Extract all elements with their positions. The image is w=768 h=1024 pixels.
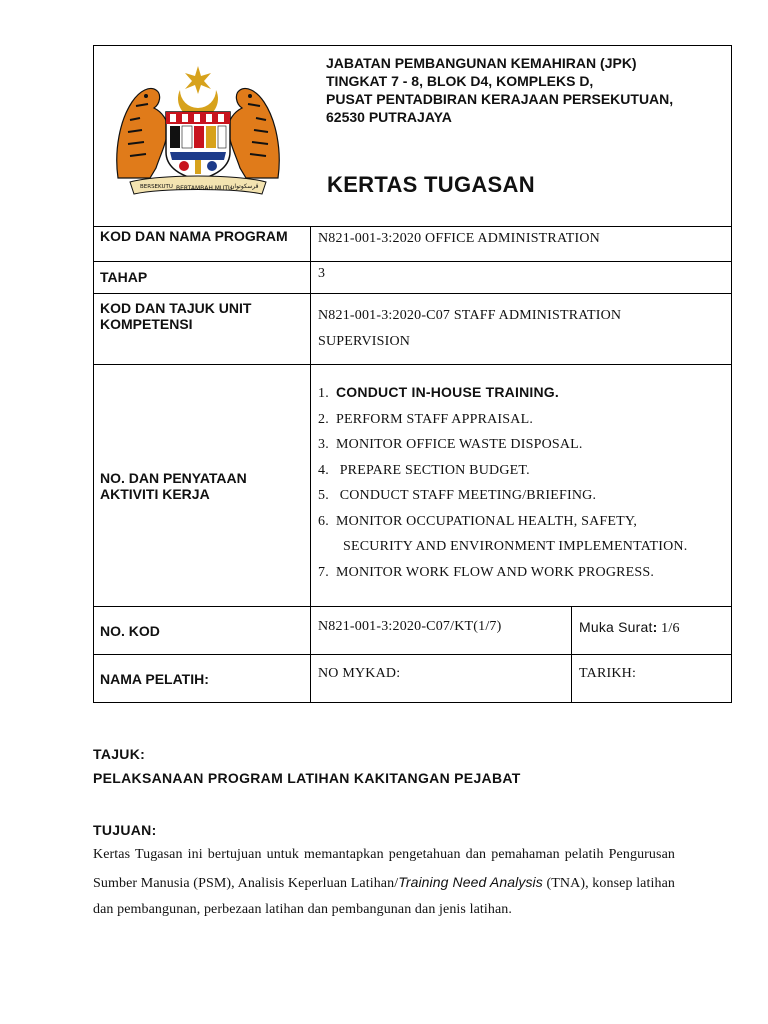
tahap-value: 3 [311, 262, 732, 294]
page-number-colon: : [652, 619, 658, 635]
unit-label: KOD DAN TAJUK UNIT KOMPETENSI [94, 294, 311, 365]
activity-item: 6. MONITOR OCCUPATIONAL HEALTH, SAFETY, [318, 513, 638, 529]
trainee-name-label: NAMA PELATIH: [94, 655, 311, 703]
activity-item: 2. PERFORM STAFF APPRAISAL. [318, 411, 534, 427]
activity-item: 5. CONDUCT STAFF MEETING/BRIEFING. [318, 488, 597, 503]
tajuk-heading: TAJUK: [93, 746, 146, 762]
date-cell: TARIKH: [572, 655, 732, 703]
program-value: N821-001-3:2020 OFFICE ADMINISTRATION [311, 227, 732, 262]
malaysia-coat-of-arms-icon [110, 60, 286, 200]
tujuan-heading: TUJUAN: [93, 822, 157, 838]
tahap-label: TAHAP [94, 262, 311, 294]
agency-address [326, 54, 673, 126]
svg-text:BERTAMBAH MUTU: BERTAMBAH MUTU [176, 185, 233, 192]
svg-text:ڤرسكوتوان: ڤرسكوتوان [230, 183, 259, 190]
page-number-value: 1/6 [661, 621, 680, 636]
activity-item: 3. MONITOR OFFICE WASTE DISPOSAL. [318, 437, 583, 452]
letterhead-cell [94, 46, 732, 227]
tujuan-paragraph: Kertas Tugasan ini bertujuan untuk memantapkan pengetahuan dan pemahaman pelatih Pengurusan Sumber Manusia (PSM), Analisis Keperluan Latihan/Training Need Analysis (TNA), konsep latihan dan pembangunan, perbezaan latihan dan pembangunan dan jenis latihan. [93, 847, 675, 917]
mykad-cell: NO MYKAD: [311, 655, 572, 703]
activity-list [318, 365, 724, 585]
nokod-value: N821-001-3:2020-C07/KT(1/7) [311, 607, 572, 655]
unit-value-line-1: N821-001-3:2020-C07 STAFF ADMINISTRATION [318, 308, 622, 323]
address-line-1: JABATAN PEMBANGUNAN KEMAHIRAN (JPK) [326, 55, 637, 71]
page-number-label: Muka Surat [579, 619, 653, 635]
address-line-4: 62530 PUTRAJAYA [326, 109, 452, 125]
activity-item: 1. CONDUCT IN-HOUSE TRAINING. [318, 384, 559, 401]
address-line-3: PUSAT PENTADBIRAN KERAJAAN PERSEKUTUAN, [326, 91, 674, 107]
activity-label: NO. DAN PENYATAAN AKTIVITI KERJA [94, 365, 311, 607]
nokod-label: NO. KOD [94, 607, 311, 655]
tajuk-text: PELAKSANAAN PROGRAM LATIHAN KAKITANGAN PEJABAT [93, 770, 521, 786]
activity-item-continuation: SECURITY AND ENVIRONMENT IMPLEMENTATION. [343, 539, 688, 554]
address-line-2: TINGKAT 7 - 8, BLOK D4, KOMPLEKS D, [326, 73, 594, 89]
svg-text:BERSEKUTU: BERSEKUTU [140, 184, 173, 190]
activity-list-cell [311, 365, 732, 607]
document-title: KERTAS TUGASAN [327, 172, 535, 197]
unit-value-line-2: SUPERVISION [318, 334, 411, 349]
activity-item: 4. PREPARE SECTION BUDGET. [318, 462, 530, 478]
program-label: KOD DAN NAMA PROGRAM [94, 227, 311, 262]
activity-item: 7. MONITOR WORK FLOW AND WORK PROGRESS. [318, 564, 655, 580]
unit-value [311, 294, 732, 365]
page-number-cell [572, 607, 732, 655]
assignment-header-table [93, 45, 732, 703]
